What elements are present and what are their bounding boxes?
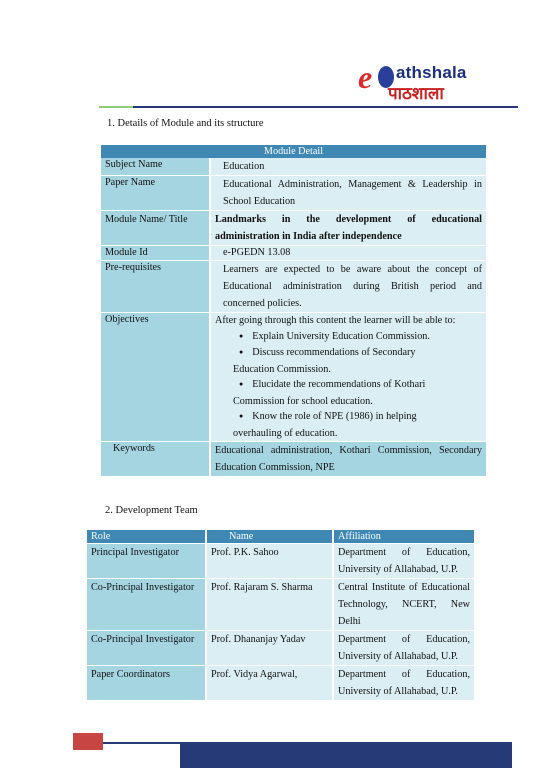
logo-e: e xyxy=(358,59,373,95)
team-role: Principal Investigator xyxy=(87,544,206,579)
col-header-name: Name xyxy=(206,530,333,544)
team-name: Prof. Vidya Agarwal, xyxy=(206,666,333,701)
objective-item: ● Elucidate the recommendations of Kothari xyxy=(215,377,482,394)
team-affiliation: Department of Education, University of Allahabad, U.P. xyxy=(333,631,475,666)
team-name: Prof. Rajaram S. Sharma xyxy=(206,579,333,631)
module-detail-table xyxy=(101,145,486,477)
objective-item-continued: Commission for school education. xyxy=(233,395,373,407)
table-row xyxy=(101,261,486,313)
team-role: Co-Principal Investigator xyxy=(87,631,206,666)
col-header-role: Role xyxy=(87,530,206,544)
table-row xyxy=(87,666,475,701)
team-role: Paper Coordinators xyxy=(87,666,206,701)
objective-item-continued: overhauling of education. xyxy=(233,427,338,439)
table-row xyxy=(87,544,475,579)
objective-item: ● Know the role of NPE (1986) in helping xyxy=(215,409,482,426)
row-label: Paper Name xyxy=(101,176,210,211)
team-name: Prof. P.K. Sahoo xyxy=(206,544,333,579)
footer-red-block xyxy=(73,733,103,750)
logo-devanagari: पाठशाला xyxy=(388,84,444,104)
objective-item: ● Discuss recommendations of Secondary xyxy=(215,345,482,362)
objectives-list xyxy=(210,313,486,442)
team-role: Co-Principal Investigator xyxy=(87,579,206,631)
col-header-affiliation: Affiliation xyxy=(333,530,475,544)
table-row xyxy=(87,631,475,666)
team-name: Prof. Dhananjay Yadav xyxy=(206,631,333,666)
objectives-intro: After going through this content the learner will be able to: xyxy=(215,315,456,326)
table-row xyxy=(101,246,486,261)
row-value: Landmarks in the development of educational administration in India after independence xyxy=(210,211,486,246)
module-detail-header: Module Detail xyxy=(101,145,486,158)
objective-item: ● Explain University Education Commission. xyxy=(215,329,482,346)
row-label: Module Name/ Title xyxy=(101,211,210,246)
section-2-title: 2. Development Team xyxy=(105,505,198,516)
row-value: Educational Administration, Management & Leadership in School Education xyxy=(210,176,486,211)
row-value: e-PGEDN 13.08 xyxy=(210,246,486,261)
row-label: Keywords xyxy=(101,442,210,477)
team-affiliation: Central Institute of Educational Technology, NCERT, New Delhi xyxy=(333,579,475,631)
section-1-title: 1. Details of Module and its structure xyxy=(107,118,264,129)
development-team-table xyxy=(87,530,476,701)
table-row xyxy=(101,176,486,211)
row-label: Pre-requisites xyxy=(101,261,210,313)
table-row xyxy=(87,579,475,631)
row-label: Objectives xyxy=(101,313,210,442)
row-label: Subject Name xyxy=(101,158,210,176)
table-row xyxy=(101,313,486,442)
row-value: Education xyxy=(210,158,486,176)
team-affiliation: Department of Education, University of Allahabad, U.P. xyxy=(333,544,475,579)
row-value: Learners are expected to be aware about the concept of Educational administration during British period and concerned policies. xyxy=(210,261,486,313)
header-rule-green xyxy=(99,106,133,108)
table-row xyxy=(101,442,486,477)
logo-text: athshala xyxy=(396,63,467,82)
header-rule-blue xyxy=(133,106,518,108)
table-row xyxy=(101,211,486,246)
epathshala-logo xyxy=(358,57,488,107)
objective-item-continued: Education Commission. xyxy=(233,363,331,375)
row-label: Module Id xyxy=(101,246,210,261)
footer-blue-block xyxy=(180,742,512,768)
row-value: Educational administration, Kothari Commission, Secondary Education Commission, NPE xyxy=(210,442,486,477)
team-affiliation: Department of Education, University of Allahabad, U.P. xyxy=(333,666,475,701)
table-row xyxy=(101,158,486,176)
